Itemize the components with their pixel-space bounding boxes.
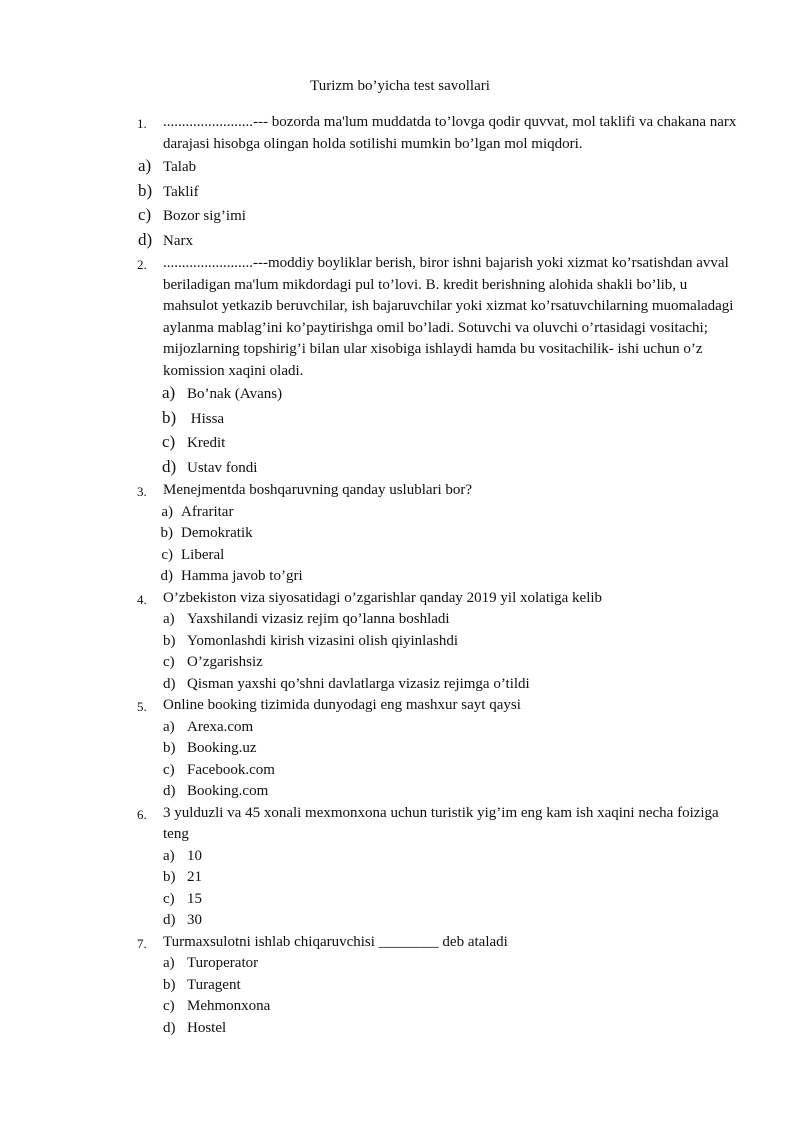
option-text: Yomonlashdi kirish vizasini olish qiyinlashdi <box>187 632 458 649</box>
option-text: Hissa <box>187 410 225 427</box>
option-letter: a) <box>163 847 175 864</box>
option-b <box>0 523 800 545</box>
option-text: Ustav fondi <box>187 459 258 476</box>
option-letter: d) <box>160 568 173 584</box>
option-list <box>0 609 800 695</box>
option-text: Afraritar <box>181 503 234 520</box>
option-list <box>0 717 800 803</box>
question-number: 4. <box>137 591 147 607</box>
question-number: 3. <box>137 484 147 499</box>
option-b <box>0 180 800 205</box>
option-letter: a) <box>163 718 175 735</box>
option-text: 30 <box>187 912 202 928</box>
document-title: Turizm bo’yicha test savollari <box>310 78 490 94</box>
question-3 <box>0 480 800 588</box>
option-text: Bo’nak (Avans) <box>187 386 283 402</box>
option-c <box>0 652 800 674</box>
question-6 <box>0 803 800 932</box>
option-list <box>0 155 800 253</box>
option-text: Qisman yaxshi qo’shni davlatlarga vizasiz rejimga o’tildi <box>187 675 530 692</box>
option-text: Booking.com <box>187 783 269 799</box>
option-text: Hamma javob to’gri <box>181 568 303 584</box>
question-6-stem <box>0 803 800 846</box>
option-text: O’zgarishsiz <box>187 654 263 670</box>
question-list <box>0 112 800 1039</box>
option-text: Booking.uz <box>187 740 257 756</box>
option-d <box>0 674 800 696</box>
option-letter: d) <box>138 229 153 249</box>
question-7-stem <box>0 932 800 954</box>
option-letter: c) <box>163 998 175 1014</box>
question-text: O’zbekiston viza siyosatidagi o’zgarishlar qanday 2019 yil xolatiga kelib <box>163 589 603 606</box>
option-list <box>0 846 800 932</box>
question-1-stem <box>0 112 800 155</box>
option-letter: d) <box>163 783 176 799</box>
option-a <box>0 155 800 180</box>
option-letter: a) <box>162 383 176 402</box>
option-a <box>0 382 800 407</box>
option-c <box>0 204 800 229</box>
option-text: Turagent <box>187 976 241 993</box>
option-text: Hostel <box>187 1019 227 1036</box>
option-c <box>0 760 800 782</box>
option-text: Arexa.com <box>187 718 254 735</box>
question-3-stem <box>0 480 800 502</box>
option-text: Liberal <box>181 546 225 563</box>
question-number: 6. <box>137 806 147 822</box>
option-text: Bozor sig’imi <box>163 208 246 224</box>
option-c <box>0 889 800 911</box>
question-5 <box>0 695 800 803</box>
option-d <box>0 1018 800 1040</box>
question-2-stem <box>0 253 800 382</box>
option-letter: b) <box>163 632 176 649</box>
option-text: Yaxshilandi vizasiz rejim qo’lanna boshladi <box>187 611 450 627</box>
option-c <box>0 431 800 456</box>
option-letter: a) <box>163 611 175 627</box>
question-text: Online booking tizimida dunyodagi eng mashxur sayt qaysi <box>163 697 521 713</box>
option-a <box>0 609 800 631</box>
question-7 <box>0 932 800 1040</box>
option-a <box>0 502 800 524</box>
option-b <box>0 975 800 997</box>
option-text: Demokratik <box>181 525 253 541</box>
option-text: Narx <box>163 232 193 249</box>
question-text: ........................--- bozorda ma'lum muddatda to’lovga qodir quvvat, mol taklifi va chakana narx darajasi hisobga olingan holda sotilishi mumkin bo’lgan mol miqdori. <box>163 114 737 152</box>
option-text: Facebook.com <box>187 761 275 778</box>
question-text: 3 yulduzli va 45 xonali mexmonxona uchun turistik yig’im eng kam ish xaqini necha foiziga teng <box>163 804 719 842</box>
question-number: 1. <box>137 116 147 131</box>
option-text: 21 <box>187 869 202 885</box>
option-letter: d) <box>163 675 176 692</box>
option-c <box>0 996 800 1018</box>
option-text: Mehmonxona <box>187 998 271 1014</box>
option-text: Taklif <box>163 183 199 200</box>
option-text: 10 <box>187 847 202 864</box>
question-text: Turmaxsulotni ishlab chiqaruvchisi ________ deb ataladi <box>163 933 508 950</box>
option-text: 15 <box>187 890 202 907</box>
question-4-stem <box>0 588 800 610</box>
question-text: Menejmentda boshqaruvning qanday uslublari bor? <box>163 482 473 498</box>
option-d <box>0 781 800 803</box>
question-4 <box>0 588 800 696</box>
question-number: 7. <box>137 935 147 951</box>
option-text: Talab <box>163 159 197 175</box>
option-d <box>0 566 800 588</box>
option-letter: c) <box>162 432 176 451</box>
question-2 <box>0 253 800 480</box>
option-d <box>0 229 800 254</box>
question-number: 5. <box>137 699 147 714</box>
option-letter: b) <box>162 407 177 427</box>
option-letter: a) <box>161 503 173 520</box>
option-b <box>0 738 800 760</box>
question-number: 2. <box>137 257 147 272</box>
option-b <box>0 407 800 432</box>
option-letter: d) <box>162 456 177 476</box>
option-b <box>0 631 800 653</box>
question-text: ........................---moddiy boyliklar berish, biror ishni bajarish yoki xizmat ko’rsatishdan avval beriladigan ma'lum mikdordagi pul to’lovi. B. kredit berishning alohida shakli bo’lib, u mahsulot yetkazib beruvchilar, ish bajaruvchilar yoki xizmat ko’rsatuvchilarning muomaladagi aylanma mablag’ini ko’paytirishga omil bo’ladi. Sotuvchi va oluvchi o’rtasidagi vositachi; mijozlarning topshirig’i bilan ular xisobiga ishlaydi hamda bu vositachilik- ishi uchun o’z komission xaqini oladi. <box>163 255 734 379</box>
option-text: Turoperator <box>187 955 259 971</box>
option-letter: a) <box>163 955 175 971</box>
option-letter: c) <box>163 761 175 778</box>
option-list <box>0 953 800 1039</box>
option-letter: b) <box>163 976 176 993</box>
option-letter: c) <box>163 890 175 907</box>
option-d <box>0 456 800 481</box>
option-letter: d) <box>163 1019 176 1036</box>
option-letter: c) <box>161 546 173 563</box>
question-5-stem <box>0 695 800 717</box>
option-list <box>0 382 800 480</box>
option-text: Kredit <box>187 435 226 451</box>
option-letter: a) <box>138 156 152 175</box>
option-a <box>0 717 800 739</box>
question-1 <box>0 112 800 253</box>
option-letter: c) <box>138 205 152 224</box>
option-a <box>0 846 800 868</box>
option-letter: c) <box>163 654 175 670</box>
option-letter: b) <box>163 869 176 885</box>
option-c <box>0 545 800 567</box>
option-letter: b) <box>138 180 153 200</box>
option-letter: d) <box>163 912 176 928</box>
option-b <box>0 867 800 889</box>
option-letter: b) <box>160 525 173 541</box>
option-a <box>0 953 800 975</box>
option-list <box>0 502 800 588</box>
option-d <box>0 910 800 932</box>
option-letter: b) <box>163 740 176 756</box>
